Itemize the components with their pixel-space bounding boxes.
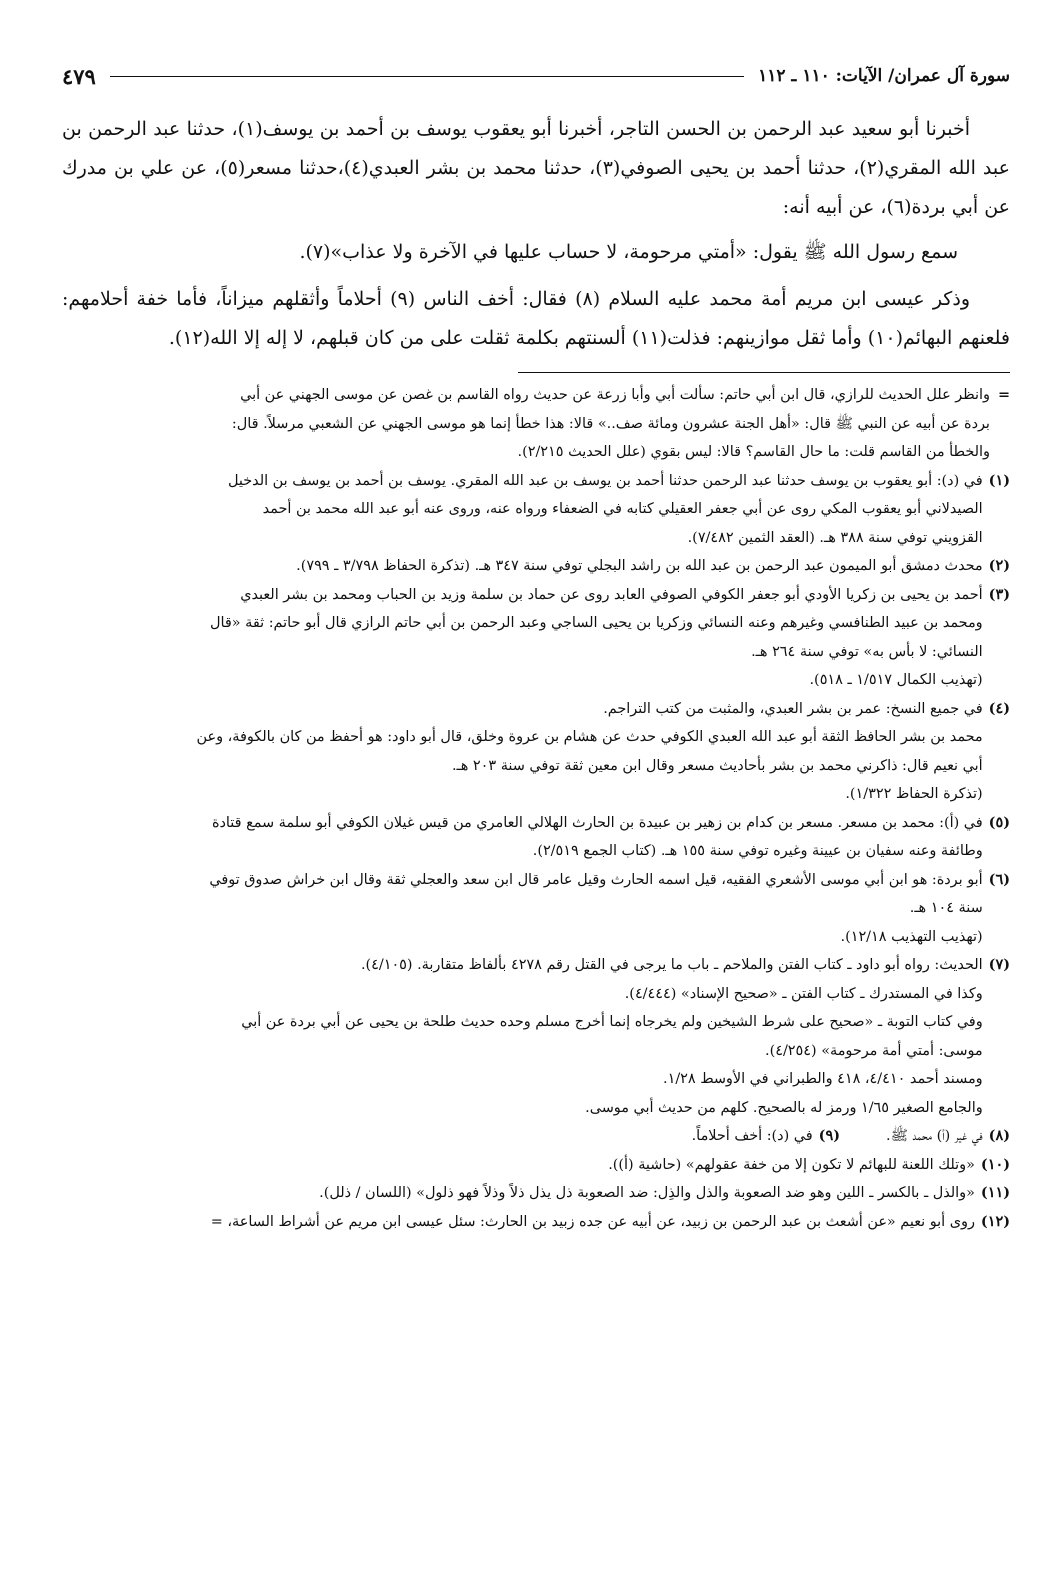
footnote-text: في (د): أخف أحلاماً.	[691, 1128, 813, 1144]
footnote-8	[886, 1122, 1010, 1151]
footnote-line: بردة عن أبيه عن النبي ﷺ قال: «أهل الجنة عشرون ومائة صف..» قالا: هذا خطأ إنما هو موسى الجهني عن الشعبي مرسلاً. قال:	[231, 415, 990, 432]
footnote-text: «وتلك اللعنة للبهائم لا تكون إلا من خفة عقولهم» (حاشية (أ)).	[608, 1156, 975, 1173]
footnote-line: محدث دمشق أبو الميمون عبد الرحمن بن عبد الله بن راشد البجلي توفي سنة ٣٤٧ هـ. (تذكرة الحفاظ ٣/٧٩٨ ـ ٧٩٩).	[296, 558, 983, 574]
footnote-12	[62, 1208, 1010, 1237]
footnote-4	[62, 695, 1010, 809]
footnote-line: (تذكرة الحفاظ ١/٣٢٢).	[845, 786, 983, 802]
footnote-line: محمد بن بشر الحافظ الثقة أبو عبد الله العبدي الكوفي حدث عن هشام بن عروة وخلق، قال أبو داود: هو أحفظ من كان بالكوفة، وعن	[196, 729, 983, 745]
footnote-number: (٤)	[988, 699, 1010, 717]
footnote-line: وفي كتاب التوبة ـ «صحيح على شرط الشيخين ولم يخرجاه إنما أخرج مسلم وحده حديث طلحة بن يحيى عن أبي بردة عن أبي	[241, 1014, 983, 1030]
footnote-number: (٨)	[988, 1127, 1010, 1144]
book-page	[62, 58, 1010, 1236]
footnote-1	[62, 467, 1010, 553]
footnote-line: النسائي: لا بأس به» توفي سنة ٢٦٤ هـ.	[751, 643, 983, 660]
footnote-9	[692, 1122, 840, 1151]
footnote-number: (٥)	[988, 813, 1010, 831]
footnote-line: وانظر علل الحديث للرازي، قال ابن أبي حاتم: سألت أبي وأبا زرعة عن حديث رواه القاسم بن غصن عن موسى الجهني عن أبي	[240, 387, 990, 403]
footnote-line: أبو بردة: هو ابن أبي موسى الأشعري الفقيه، قيل اسمه الحارث وقيل عامر قال ابن سعد والعجلي ثقة وقال ابن خراش صدوق توفي	[209, 871, 983, 888]
running-header	[62, 58, 1010, 94]
footnote-line: في جميع النسخ: عمر بن بشر العبدي، والمثبت من كتب التراجم.	[603, 700, 983, 717]
continuation-marker: =	[997, 386, 1010, 403]
footnote-number: (١٠)	[980, 1155, 1010, 1173]
footnote-line: الصيدلاني أبو يعقوب المكي روى عن أبي جعفر العقيلي كتابه في الضعفاء ورواه عنه، وروى عنه أبو عبد الله محمد بن أحمد	[262, 501, 983, 517]
footnote-10	[62, 1151, 1010, 1180]
footnote-number: (١١)	[980, 1184, 1010, 1201]
footnote-line: وكذا في المستدرك ـ كتاب الفتن ـ «صحيح الإسناد» (٤/٤٤٤).	[624, 985, 983, 1002]
footnote-line: وطائفة وعنه سفيان بن عيينة وغيره توفي سنة ١٥٥ هـ. (كتاب الجمع ٢/٥١٩).	[532, 843, 983, 859]
footnote-text: روى أبو نعيم «عن أشعث بن عبد الرحمن بن زبيد، عن أبيه عن جده زبيد بن الحارث: سئل عيسى ابن مريم عن أشراط الساعة، =	[210, 1213, 975, 1230]
footnote-number: (٦)	[988, 870, 1010, 888]
hadith-paragraph: سمع رسول الله ﷺ يقول: «أمتي مرحومة، لا حساب عليها في الآخرة ولا عذاب»(٧).	[299, 241, 958, 263]
footnote-line: ومسند أحمد ٤/٤١٠، ٤١٨ والطبراني في الأوسط ١/٢٨.	[663, 1071, 983, 1087]
footnote-line: أحمد بن يحيى بن زكريا الأودي أبو جعفر الكوفي الصوفي العابد روى عن حماد بن سلمة وزيد بن الحباب ومحمد بن بشر العبدي	[240, 586, 983, 603]
footnote-text: في غير (أ) محمد ﷺ.	[886, 1128, 983, 1144]
footnote-divider	[518, 372, 1010, 373]
footnote-number: (١٢)	[980, 1212, 1010, 1230]
isnad-paragraph: أخبرنا أبو سعيد عبد الرحمن بن الحسن التاجر، أخبرنا أبو يعقوب يوسف بن أحمد بن يوسف(١)، حدثنا عبد الرحمن بن عبد الله المقري(٢)، حدثنا أحمد بن يحيى الصوفي(٣)، حدثنا محمد بن بشر العبدي(٤)،حدثنا مسعر(٥)، عن علي بن مدرك عن أبي بردة(٦)، عن أبيه أنه:	[62, 118, 1010, 218]
footnote-5	[62, 809, 1010, 866]
footnote-number: (١)	[988, 471, 1010, 489]
footnote-line: سنة ١٠٤ هـ.	[909, 900, 983, 916]
chapter-title: سورة آل عمران/ الآيات: ١١٠ ـ ١١٢	[758, 66, 1010, 86]
footnote-3	[62, 581, 1010, 695]
footnote-line: في (أ): محمد بن مسعر. مسعر بن كدام بن زهير بن عبيدة بن الحارث الهلالي العامري من قيس غيلان الكوفي أبو سلمة سمع قتادة	[211, 814, 983, 831]
footnote-2	[62, 552, 1010, 581]
footnote-line: (تهذيب الكمال ١/٥١٧ ـ ٥١٨).	[809, 672, 983, 688]
footnote-line: في (د): أبو يعقوب بن يوسف حدثنا عبد الرحمن حدثنا أحمد بن يوسف بن عبد الله المقري. يوسف بن أحمد بن يوسف بن الدخيل	[228, 472, 983, 489]
footnotes	[62, 381, 1010, 1236]
footnote-line: ومحمد بن عبيد الطنافسي وغيرهم وعنه النسائي وزكريا بن يحيى الساجي وعبد الرحمن بن أبي حاتم الرازي قال أبو حاتم: ثقة «قال	[210, 615, 983, 631]
footnote-line: والجامع الصغير ١/٦٥ ورمز له بالصحيح. كلهم من حديث أبي موسى.	[585, 1099, 983, 1116]
footnote-text: «والذل ـ بالكسر ـ اللين وهو ضد الصعوبة والذل والذِل: ضد الصعوبة ذل يذل ذلاً وذلاً فهو ذلول» (اللسان / ذلل).	[319, 1185, 975, 1201]
isa-paragraph: وذكر عيسى ابن مريم أمة محمد عليه السلام (٨) فقال: أخف الناس (٩) أحلاماً وأثقلهم ميزاناً، فأما خفة أحلامهم: فلعنهم البهائم(١٠) وأما ثقل موازينهم: فذلت(١١) ألسنتهم بكلمة ثقلت على من كان قبلهم، لا إله إلا الله(١٢).	[62, 288, 1010, 349]
footnote-line: أبي نعيم قال: ذاكرني محمد بن بشر بأحاديث مسعر وقال ابن معين ثقة توفي سنة ٢٠٣ هـ.	[451, 757, 983, 774]
page-number: ٤٧٩	[62, 63, 96, 89]
footnote-7	[62, 951, 1010, 1122]
footnote-line: والخطأ من القاسم قلت: ما حال القاسم؟ قالا: ليس بقوي (علل الحديث ٢/٢١٥).	[517, 444, 990, 460]
footnote-6	[62, 866, 1010, 952]
footnote-number: (٣)	[988, 585, 1010, 603]
footnote-number: (٢)	[988, 557, 1010, 574]
footnote-number: (٩)	[818, 1127, 840, 1144]
footnote-number: (٧)	[988, 956, 1010, 973]
footnote-11	[62, 1179, 1010, 1208]
footnote-line: الحديث: رواه أبو داود ـ كتاب الفتن والملاحم ـ باب ما يرجى في القتل رقم ٤٢٧٨ بألفاظ متقاربة. (٤/١٠٥).	[360, 957, 983, 973]
header-rule	[110, 76, 744, 77]
footnote-line: موسى: أمتي أمة مرحومة» (٤/٢٥٤).	[765, 1042, 983, 1059]
footnote-line: القزويني توفي سنة ٣٨٨ هـ. (العقد الثمين ٧/٤٨٢).	[687, 529, 983, 546]
footnote-line: (تهذيب التهذيب ١٢/١٨).	[840, 928, 983, 945]
footnote-continuation	[62, 381, 1010, 467]
footnotes-8-9	[62, 1122, 1010, 1151]
main-text	[62, 110, 1010, 358]
